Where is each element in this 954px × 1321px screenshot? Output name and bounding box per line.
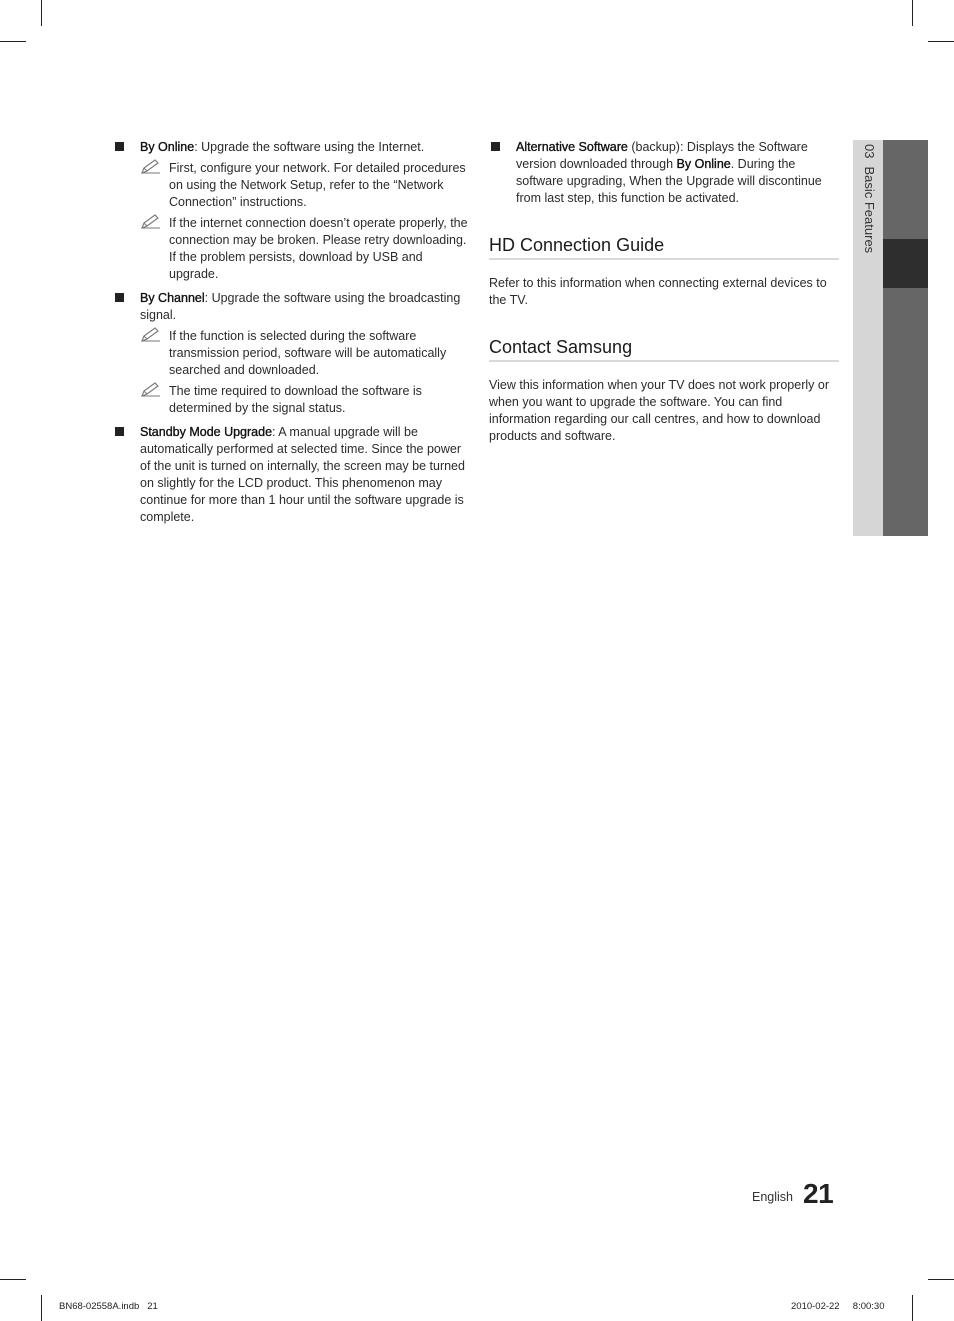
left-column [113,139,468,533]
chapter-title: Basic Features [862,166,877,254]
side-tab-active-marker [883,239,928,288]
bullet-standby-mode-upgrade [113,424,468,526]
bullet-text: : A manual upgrade will be automatically performed at selected time. Since the power of the unit is turned on internally, the screen may be turned on slightly for the LCD product. This phenomenon may continue for more than 1 hour until the software upgrade is complete. [140,425,465,524]
crop-mark-bottom-left-h [0,1279,26,1280]
note-pencil-icon [140,327,162,343]
crop-mark-bottom-right-h [928,1279,954,1280]
crop-mark-top-left-v [41,0,42,26]
note-item [140,383,468,417]
bullet-lead: By Online [140,140,195,154]
bullet-lead: Standby Mode Upgrade [140,425,273,439]
crop-mark-bottom-left-v [41,1295,42,1321]
bullet-lead: Alternative Software [516,140,628,154]
square-bullet-icon [115,142,124,151]
bullet-bold-inline: By Online [676,157,731,171]
bullet-by-online [113,139,468,283]
chapter-label [862,144,877,253]
section-body-contact-samsung: View this information when your TV does not work properly or when you want to upgrade the software. You can find information regarding our call centres, and how to download products and software. [489,377,829,443]
chapter-number: 03 [862,144,877,159]
section-title-contact-samsung: Contact Samsung [489,336,839,362]
side-tab-dark-band [883,140,928,536]
bullet-alternative-software [489,139,839,207]
right-column [489,139,839,445]
bullet-text: . During the software upgrading, When the Upgrade will discontinue from last step, this function be activated. [516,157,822,205]
bullet-text: : Upgrade the software using the broadcasting signal. [140,291,461,322]
crop-mark-top-left-h [0,41,26,42]
bullet-text: : Upgrade the software using the Internet. [194,140,425,154]
bullet-by-channel [113,290,468,417]
section-title-hd-connection-guide: HD Connection Guide [489,234,839,260]
square-bullet-icon [491,142,500,151]
print-timestamp: 2010-02-22 8:00:30 [791,1301,885,1312]
note-item [140,328,468,379]
chapter-side-tab [853,140,928,536]
note-item [140,215,468,283]
bullet-text: (backup): Displays the Software version downloaded through [516,140,808,171]
note-pencil-icon [140,214,162,230]
square-bullet-icon [115,427,124,436]
note-text: If the function is selected during the software transmission period, software will be automatically searched and downloaded. [169,329,447,377]
section-body-hd-connection-guide: Refer to this information when connecting external devices to the TV. [489,275,827,307]
bullet-lead: By Channel [140,291,205,305]
note-text: The time required to download the software is determined by the signal status. [169,384,422,415]
crop-mark-bottom-right-v [912,1295,913,1321]
crop-mark-top-right-h [928,41,954,42]
note-pencil-icon [140,159,162,175]
note-text: First, configure your network. For detailed procedures on using the Network Setup, refer to the “Network Connection” instructions. [169,161,466,209]
note-pencil-icon [140,382,162,398]
note-text: If the internet connection doesn’t operate properly, the connection may be broken. Please retry downloading. If the problem persists, download by USB and upgrade. [169,216,468,281]
square-bullet-icon [115,293,124,302]
file-info: BN68-02558A.indb 21 [59,1301,158,1312]
note-item [140,160,468,211]
crop-mark-top-right-v [912,0,913,26]
page-language: English [752,1190,793,1204]
page-number: 21 [803,1178,834,1209]
